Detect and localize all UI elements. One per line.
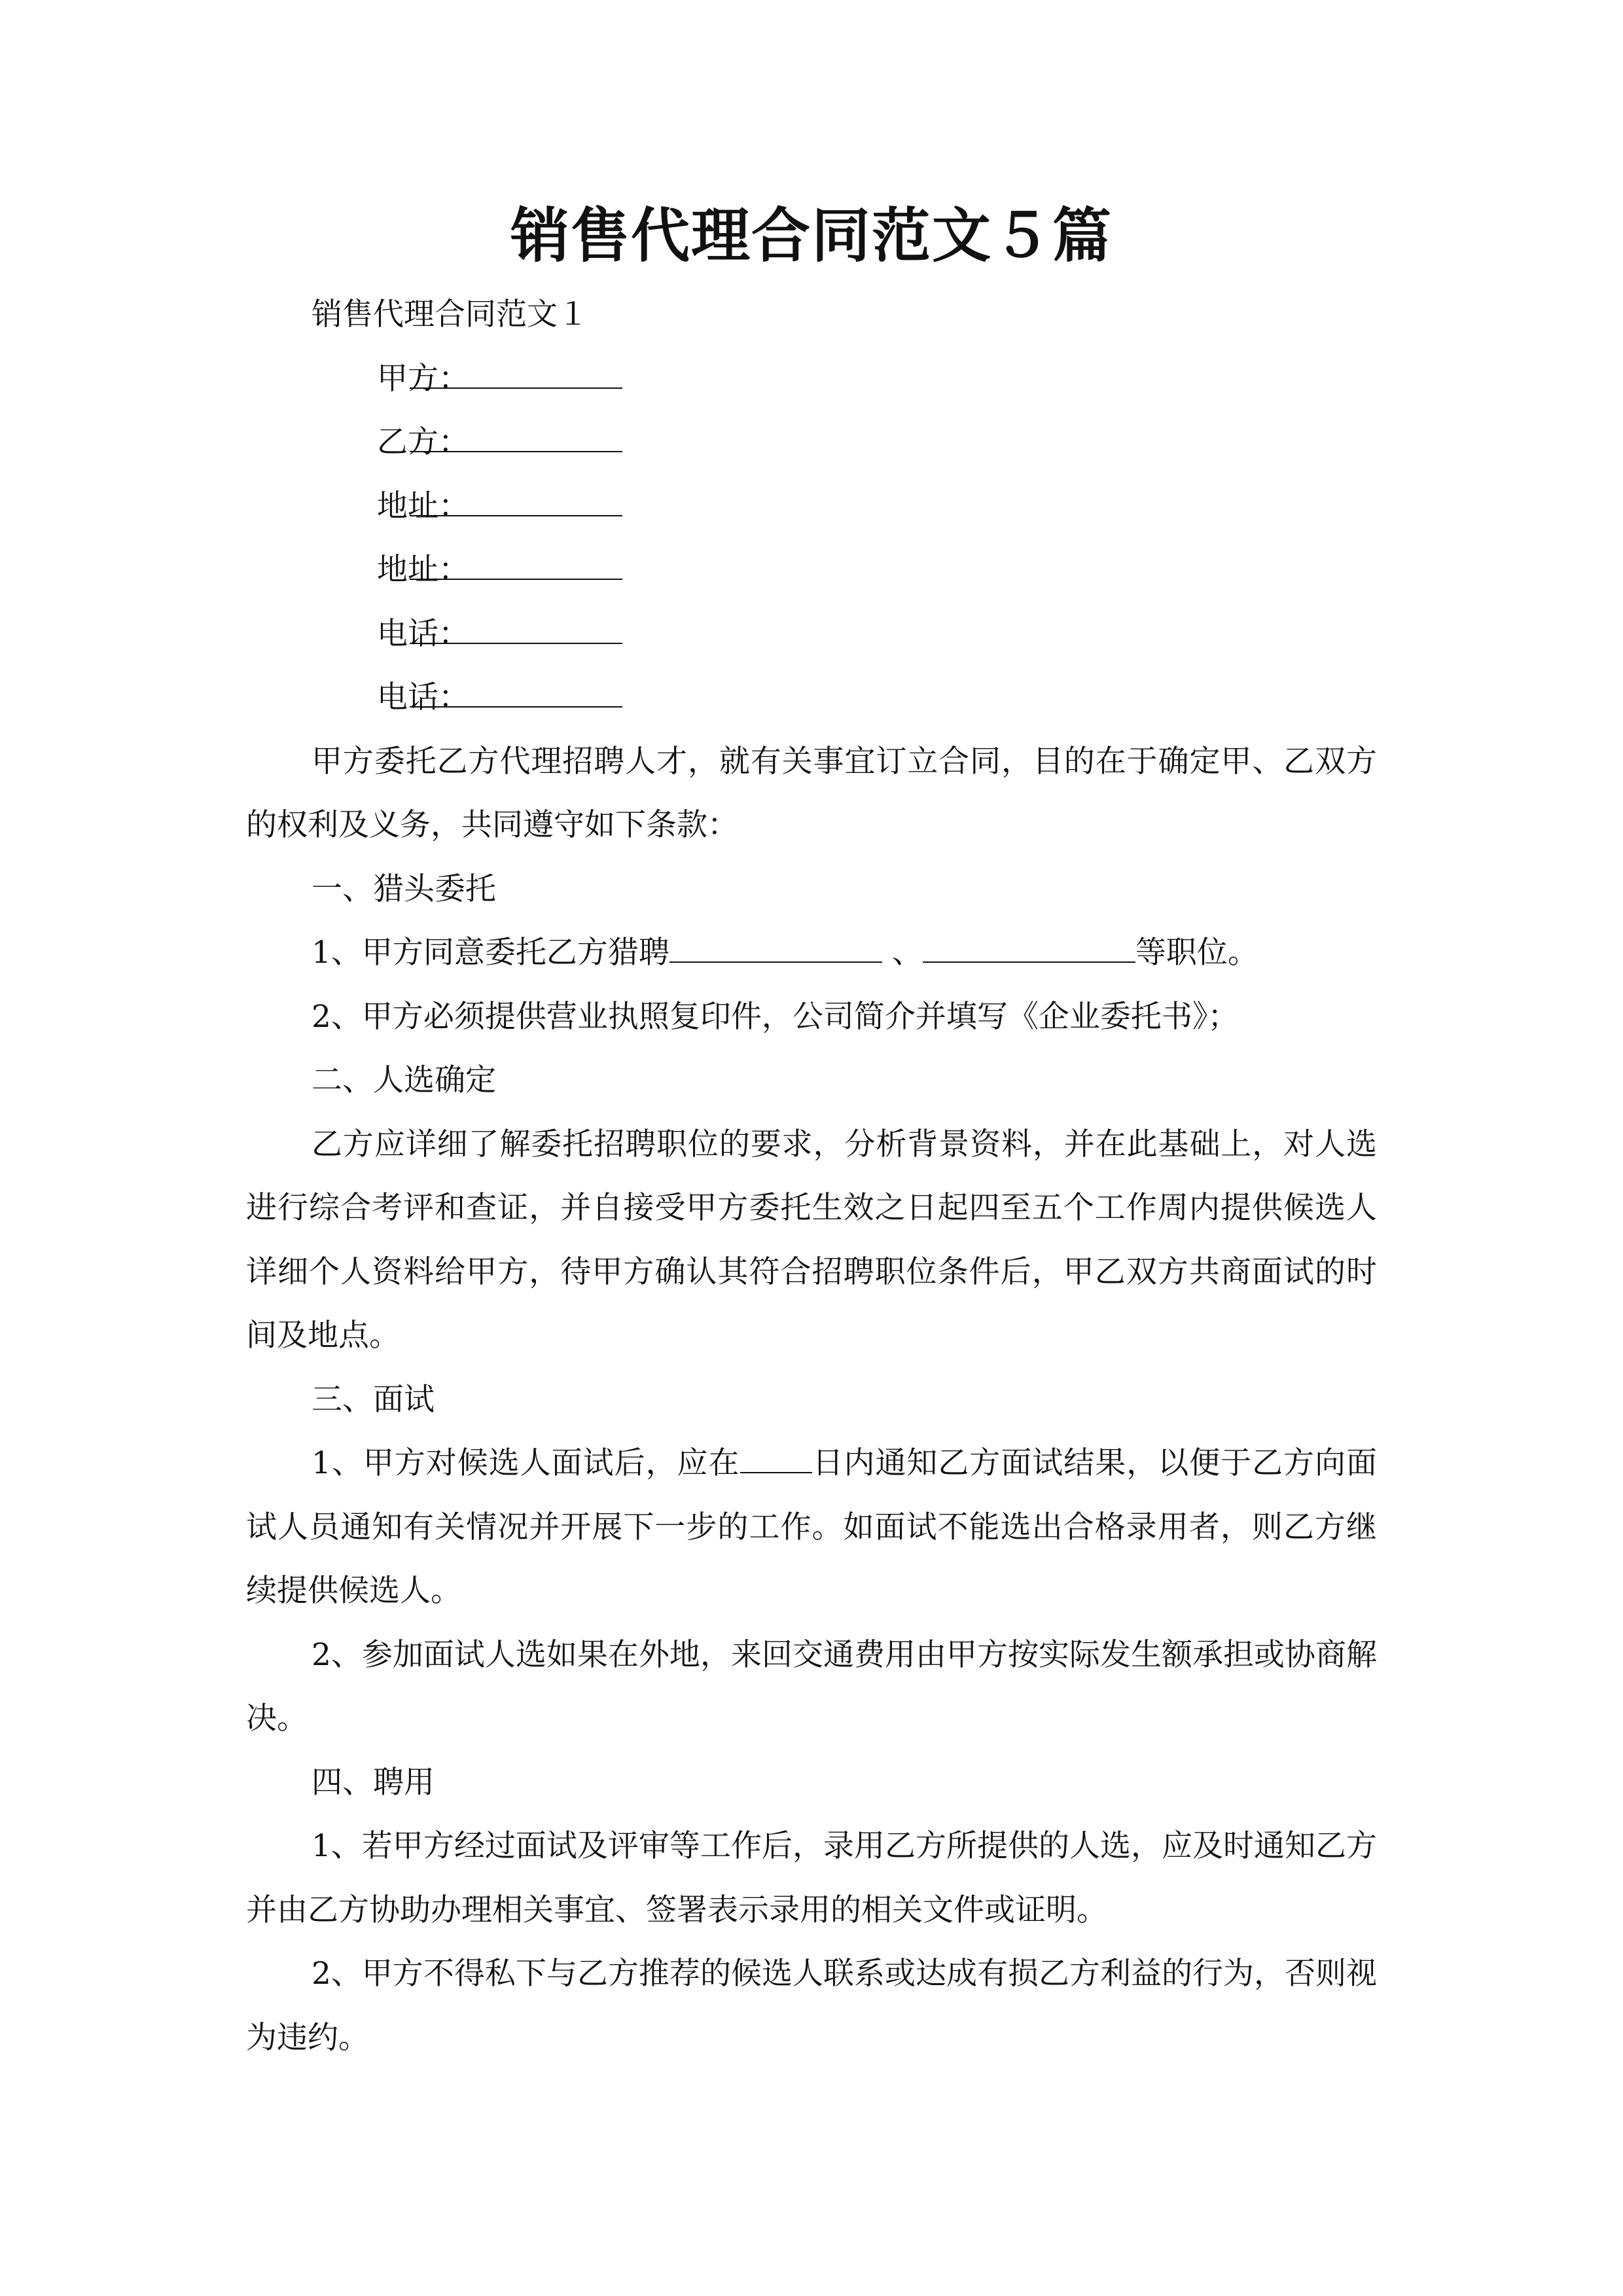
address-b-field (246, 538, 1377, 602)
section-2-heading: 二、人选确定 (312, 1062, 496, 1098)
section-1-blank-2 (923, 961, 1135, 963)
party-a-field (246, 347, 1377, 411)
address-a-label: 地址： (377, 488, 469, 524)
section-4-heading: 四、聘用 (312, 1764, 435, 1801)
section-3-item-1-text-pre: 1、甲方对候选人面试后，应在 (312, 1445, 740, 1481)
section-2-paragraph: 乙方应详细了解委托招聘职位的要求，分析背景资料，并在此基础上，对人选进行综合考评和查证，并自接受甲方委托生效之日起四至五个工作周内提供候选人详细个人资料给甲方，待甲方确认其符合招聘职位条件后，甲乙双方共商面试的时间及地点。 (246, 1126, 1377, 1354)
section-1-blank-1 (669, 961, 882, 963)
section-3-item-2: 2、参加面试人选如果在外地，来回交通费用由甲方按实际发生额承担或协商解决。 (246, 1636, 1377, 1736)
document-title: 销售代理合同范文５篇 (510, 201, 1113, 270)
phone-b-field (246, 666, 1377, 730)
address-b-label: 地址： (377, 552, 469, 588)
section-3-item-1 (246, 1431, 1377, 1623)
address-b-blank (410, 578, 622, 580)
section-4-item-1: 1、若甲方经过面试及评审等工作后，录用乙方所提供的人选，应及时通知乙方并由乙方协助办理相关事宜、签署表示录用的相关文件或证明。 (246, 1828, 1377, 1928)
document-body (246, 283, 1377, 2070)
address-a-blank (410, 514, 622, 516)
section-1-item-1-separator: 、 (882, 935, 923, 971)
section-3-heading: 三、面试 (312, 1381, 435, 1418)
party-b-label: 乙方： (377, 424, 469, 460)
section-1-heading: 一、猎头委托 (312, 870, 496, 907)
phone-a-label: 电话： (377, 615, 469, 652)
section-1-item-1-text-post: 等职位。 (1135, 935, 1258, 971)
phone-a-field (246, 602, 1377, 666)
section-3-item-1-text-post: 日内通知乙方面试结果，以便于乙方向面试人员通知有关情况并开展下一步的工作。如面试不能选出合格录用者，则乙方继续提供候选人。 (246, 1445, 1378, 1609)
section-4-item-2: 2、甲方不得私下与乙方推荐的候选人联系或达成有损乙方利益的行为，否则视为违约。 (246, 1956, 1377, 2056)
party-a-blank (410, 387, 622, 389)
section-1-item-1 (246, 921, 1377, 985)
address-a-field (246, 475, 1377, 539)
phone-b-label: 电话： (377, 679, 469, 715)
phone-a-blank (410, 642, 622, 644)
party-b-blank (410, 450, 622, 452)
party-b-field (246, 410, 1377, 475)
section-3-days-blank (740, 1471, 812, 1473)
party-a-label: 甲方： (377, 360, 469, 397)
section-1-item-2: 2、甲方必须提供营业执照复印件，公司简介并填写《企业委托书》； (312, 998, 1239, 1035)
phone-b-blank (410, 706, 622, 708)
section-1-item-1-text-pre: 1、甲方同意委托乙方猎聘 (312, 935, 669, 971)
intro-paragraph: 甲方委托乙方代理招聘人才，就有关事宜订立合同，目的在于确定甲、乙双方的权利及义务，共同遵守如下条款： (246, 743, 1377, 843)
subtitle: 销售代理合同范文１ (312, 296, 588, 332)
